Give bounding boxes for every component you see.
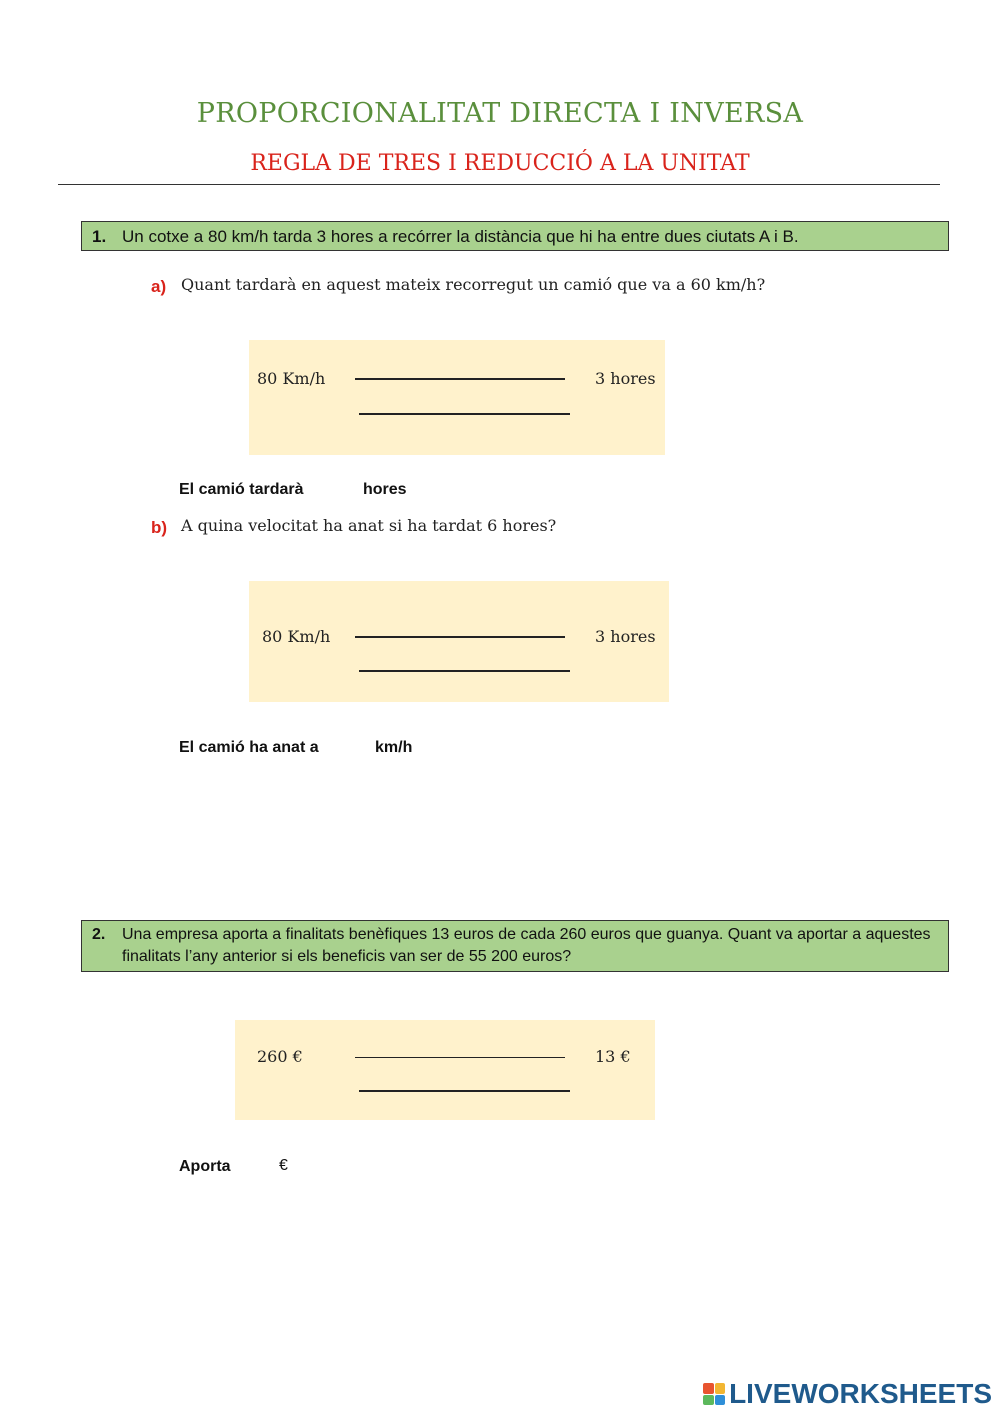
liveworksheets-brand — [703, 1376, 992, 1412]
part-b-letter: b) — [151, 518, 168, 537]
logo-square-1 — [703, 1383, 714, 1394]
question-1-text: Un cotxe a 80 km/h tarda 3 hores a recórrer la distància que hi ha entre dues ciutats A i B. — [122, 227, 799, 246]
part-a-row1-left: 80 Km/h — [257, 369, 326, 388]
part-b-row1-line — [355, 636, 565, 638]
part-a-answer-input[interactable] — [315, 478, 359, 502]
question-2-row1-line — [355, 1057, 565, 1058]
question-2-text: Una empresa aporta a finalitats benèfiques 13 euros de cada 260 euros que guanya. Quant va aportar a aquestes finalitats l’any anterior si els beneficis van ser de 55 200 euros? — [122, 926, 931, 965]
part-b-answer-input[interactable] — [326, 736, 370, 760]
question-2-row1-right: 13 € — [595, 1047, 631, 1066]
part-b-row2-line[interactable] — [359, 670, 570, 672]
part-b-row1-left: 80 Km/h — [262, 627, 331, 646]
part-a-letter: a) — [151, 277, 167, 296]
question-2-answer-input[interactable] — [238, 1155, 276, 1179]
logo-square-2 — [715, 1383, 726, 1394]
brand-name: LIVEWORKSHEETS — [729, 1378, 992, 1409]
part-a-row2-line[interactable] — [359, 413, 570, 415]
question-2-row1-left: 260 € — [257, 1047, 303, 1066]
worksheet-title: PROPORCIONALITAT DIRECTA I INVERSA — [196, 98, 804, 129]
logo-square-4 — [715, 1395, 726, 1406]
worksheet-subtitle: REGLA DE TRES I REDUCCIÓ A LA UNITAT — [250, 151, 750, 176]
part-a-answer-prefix: El camió tardarà — [179, 481, 304, 498]
question-2-rule-of-three-panel — [235, 1020, 655, 1120]
question-1-number: 1. — [92, 227, 107, 246]
part-a-question: Quant tardarà en aquest mateix recorregut un camió que va a 60 km/h? — [181, 275, 766, 294]
liveworksheets-logo-icon — [703, 1383, 725, 1405]
question-1-box — [81, 221, 949, 251]
part-a-row1-line — [355, 378, 565, 380]
header-divider — [58, 184, 940, 185]
question-2-row2-line[interactable] — [359, 1090, 570, 1092]
part-b-answer-prefix: El camió ha anat a — [179, 739, 319, 756]
question-2-answer-prefix: Aporta — [179, 1158, 231, 1175]
logo-square-3 — [703, 1395, 714, 1406]
part-b-answer-suffix: km/h — [375, 739, 413, 756]
part-a-row1-right: 3 hores — [595, 369, 656, 388]
part-b-rule-of-three-panel — [249, 581, 669, 702]
part-a-answer-suffix: hores — [363, 481, 407, 498]
question-2-box — [81, 920, 949, 972]
question-2-answer-suffix: € — [279, 1157, 288, 1174]
part-a-rule-of-three-panel — [249, 340, 665, 455]
question-2-number: 2. — [92, 926, 106, 943]
part-b-question: A quina velocitat ha anat si ha tardat 6 hores? — [181, 516, 557, 535]
part-b-row1-right: 3 hores — [595, 627, 656, 646]
